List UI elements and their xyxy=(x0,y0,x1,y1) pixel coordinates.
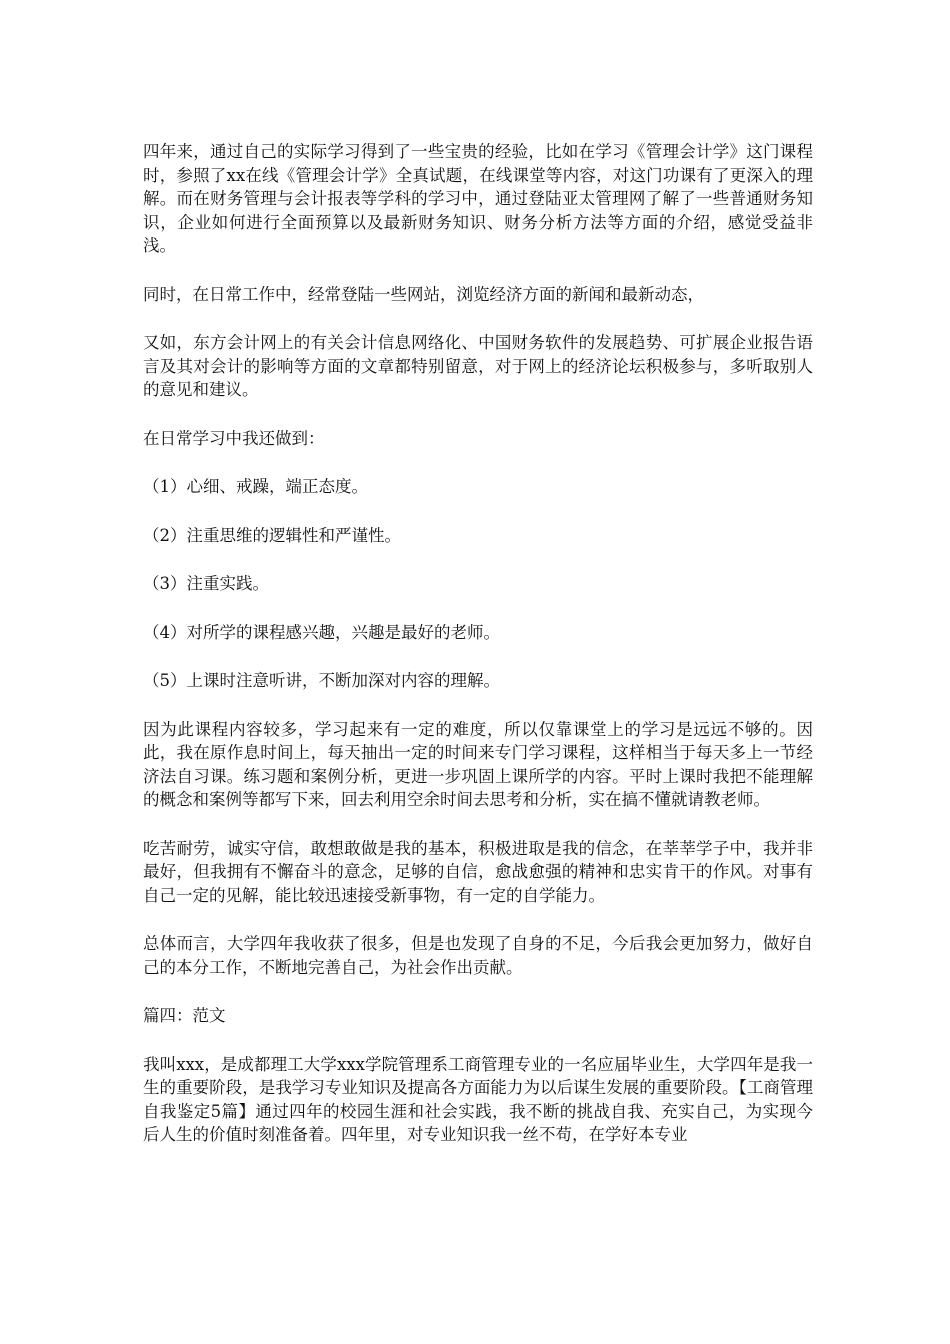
paragraph-self-introduction: 我叫xxx，是成都理工大学xxx学院管理系工商管理专业的一名应届毕业生，大学四年是我一生的重要阶段，是我学习专业知识及提高各方面能力为以后谋生发展的重要阶段。【工商管理自我鉴定5篇】通过四年的校园生涯和社会实践，我不断的挑战自我、充实自己，为实现今后人生的价值时刻准备着。四年里，对专业知识我一丝不苟，在学好本专业 xyxy=(143,1054,813,1144)
paragraph-daily-study-intro: 在日常学习中我还做到： xyxy=(143,428,325,448)
paragraph-summary: 总体而言，大学四年我收获了很多，但是也发现了自身的不足，今后我会更加努力，做好自己的本分工作，不断地完善自己，为社会作出贡献。 xyxy=(143,934,813,977)
list-item: （2）注重思维的逻辑性和严谨性。 xyxy=(143,525,401,545)
paragraph-accounting-web: 又如，东方会计网上的有关会计信息网络化、中国财务软件的发展趋势、可扩展企业报告语言及其对会计的影响等方面的文章都特别留意，对于网上的经济论坛积极参与，多听取别人的意见和建议。 xyxy=(143,333,813,399)
list-item: （4）对所学的课程感兴趣，兴趣是最好的老师。 xyxy=(143,622,500,642)
paragraph-character: 吃苦耐劳，诚实守信，敢想敢做是我的基本，积极进取是我的信念，在莘莘学子中，我并非最好，但我拥有不懈奋斗的意念，足够的自信，愈战愈强的精神和忠实肯干的作风。对事有自己一定的见解，能比较迅速接受新事物，有一定的自学能力。 xyxy=(143,838,813,905)
paragraph-course-study: 因为此课程内容较多，学习起来有一定的难度，所以仅靠课堂上的学习是远远不够的。因此，我在原作息时间上，每天抽出一定的时间来专门学习课程，这样相当于每天多上一节经济法自习课。练习题和案例分析，更进一步巩固上课所学的内容。平时上课时我把不能理解的概念和案例等都写下来，回去利用空余时间去思考和分析，实在搞不懂就请教老师。 xyxy=(143,719,813,809)
paragraph-daily-work: 同时，在日常工作中，经常登陆一些网站，浏览经济方面的新闻和最新动态， xyxy=(143,284,704,304)
list-item: （5）上课时注意听讲，不断加深对内容的理解。 xyxy=(143,671,500,690)
section-heading: 篇四：范文 xyxy=(143,1006,226,1025)
list-item: （3）注重实践。 xyxy=(143,574,269,593)
list-item: （1）心细、戒躁，端正态度。 xyxy=(143,477,368,496)
paragraph-study-experience: 四年来，通过自己的实际学习得到了一些宝贵的经验，比如在学习《管理会计学》这门课程时，参照了xx在线《管理会计学》全真试题，在线课堂等内容，对这门功课有了更深入的理解。而在财务管理与会计报表等学科的学习中，通过登陆亚太管理网了解了一些普通财务知识，企业如何进行全面预算以及最新财务知识、财务分析方法等方面的介绍，感觉受益非浅。 xyxy=(143,142,813,255)
document-body xyxy=(143,140,813,1172)
